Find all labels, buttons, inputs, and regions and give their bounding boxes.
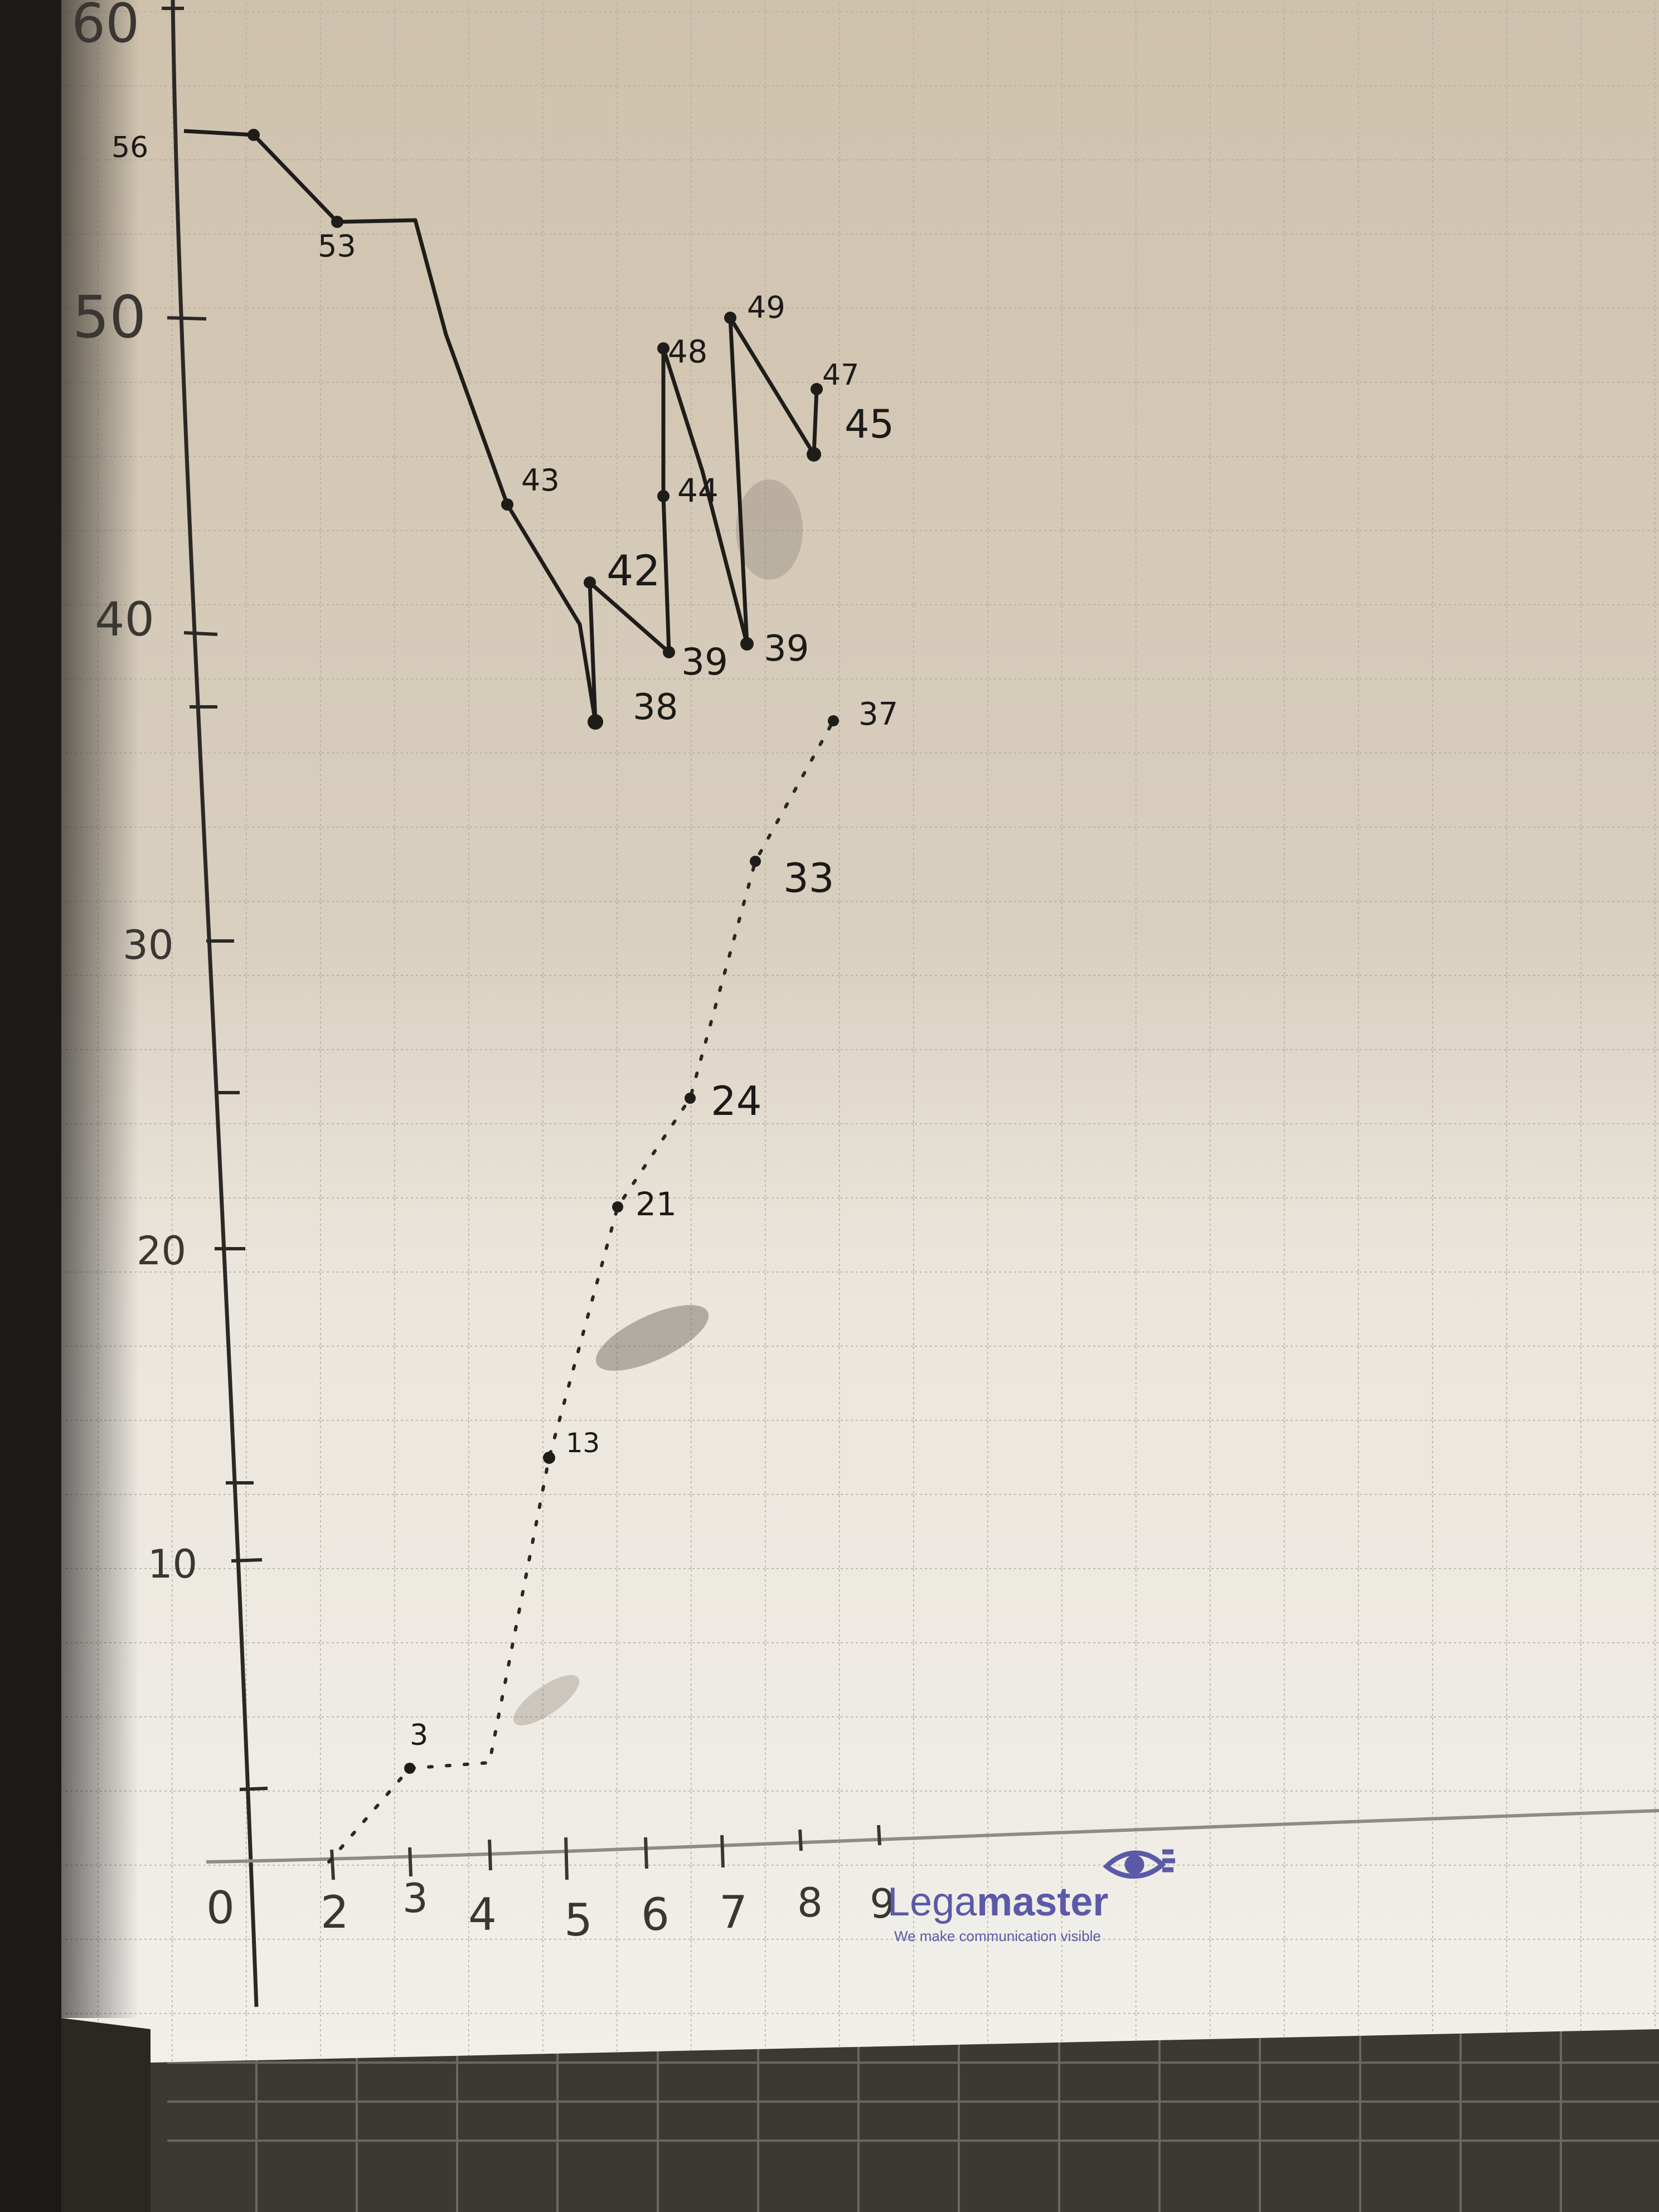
point-39a xyxy=(663,646,675,658)
label-42: 42 xyxy=(607,546,661,595)
point-39b xyxy=(740,637,754,651)
point-3 xyxy=(404,1763,415,1774)
frame-left-bar xyxy=(0,0,61,2212)
point-42 xyxy=(584,576,596,589)
x-label-9: 9 xyxy=(870,1880,895,1927)
point-47 xyxy=(811,383,823,395)
point-49 xyxy=(724,312,736,324)
point-53 xyxy=(331,216,343,228)
label-39a: 39 xyxy=(681,641,728,683)
paper-grid xyxy=(61,0,1659,2063)
point-37 xyxy=(828,715,839,726)
label-21: 21 xyxy=(636,1185,677,1223)
y-label-30: 30 xyxy=(123,921,174,968)
point-13 xyxy=(543,1452,555,1464)
y-label-50: 50 xyxy=(72,283,147,351)
label-53: 53 xyxy=(318,229,356,264)
x-label-5: 5 xyxy=(564,1894,593,1946)
y-label-56: 56 xyxy=(111,131,149,164)
point-56 xyxy=(248,129,260,141)
label-39b: 39 xyxy=(764,628,809,670)
label-13: 13 xyxy=(566,1428,600,1459)
label-43: 43 xyxy=(521,463,560,498)
x-label-0: 0 xyxy=(206,1882,235,1934)
point-43 xyxy=(501,498,513,511)
point-24 xyxy=(685,1093,696,1104)
label-24: 24 xyxy=(711,1078,762,1124)
y-label-60: 60 xyxy=(71,0,140,55)
label-47: 47 xyxy=(822,358,860,392)
point-44 xyxy=(657,490,670,502)
y-label-40: 40 xyxy=(95,592,154,647)
x-label-3: 3 xyxy=(402,1875,428,1922)
point-21 xyxy=(612,1201,623,1212)
x-label-6: 6 xyxy=(641,1889,670,1941)
point-45 xyxy=(807,447,821,462)
brand-name-bold: master xyxy=(977,1880,1109,1924)
brand-tagline: We make communication visible xyxy=(894,1928,1101,1944)
label-44: 44 xyxy=(677,472,719,510)
y-label-10: 10 xyxy=(148,1541,198,1587)
x-label-7: 7 xyxy=(719,1886,748,1938)
smudge xyxy=(736,479,803,580)
label-37: 37 xyxy=(858,696,899,733)
label-3: 3 xyxy=(410,1719,429,1752)
point-38 xyxy=(588,714,603,730)
x-label-2: 2 xyxy=(321,1886,349,1938)
brand-name-light: Lega xyxy=(887,1880,977,1924)
label-49: 49 xyxy=(747,290,785,325)
point-33 xyxy=(750,856,761,867)
label-48: 48 xyxy=(668,334,708,370)
x-label-4: 4 xyxy=(468,1889,497,1941)
x-label-8: 8 xyxy=(797,1879,823,1926)
label-33: 33 xyxy=(783,855,835,901)
y-label-20: 20 xyxy=(137,1228,187,1274)
label-38: 38 xyxy=(633,687,678,728)
svg-text:Legamaster xyxy=(887,1880,1108,1924)
label-45: 45 xyxy=(845,401,895,447)
